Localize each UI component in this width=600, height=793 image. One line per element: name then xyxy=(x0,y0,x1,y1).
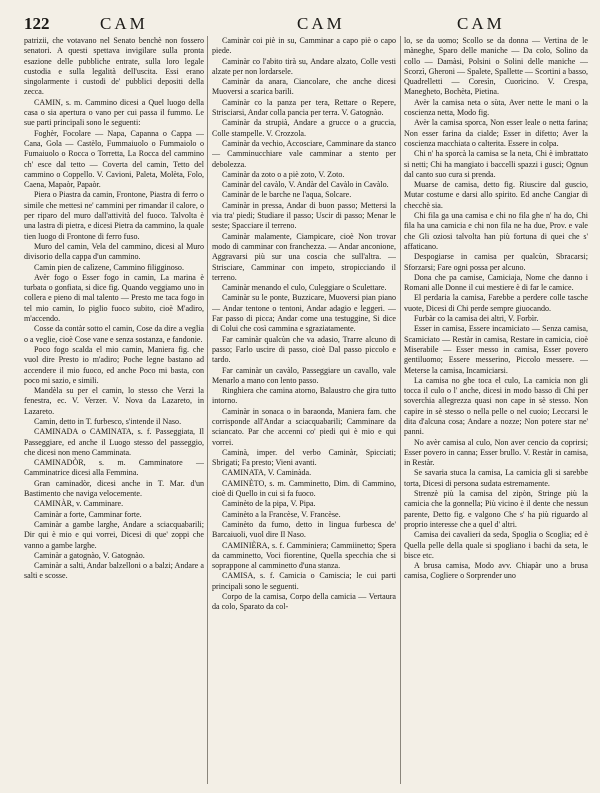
entry-paragraph: CAMINÀR, v. Camminare. xyxy=(34,499,124,509)
entry-paragraph: CAMINÈTO, s. m. Camminetto, Dim. di Cammino, cioè di Quello in cui si fa fuoco. xyxy=(212,478,396,499)
entry-paragraph: Caminàr co la panza per tera, Rettare o Repere, Strisciarsi, Andar colla pancia per terra. V. Gatognào. xyxy=(212,97,396,118)
entry-paragraph: Far caminàr un cavàlo, Passeggiare un cavallo, vale Menarlo a mano con lento passo. xyxy=(212,365,396,385)
entry-paragraph: Chi n' ha sporcà la camisa se la neta, Chi è imbrattato si netti; Chi ha mangiato i baccelli spazzi i gusci; Ognun dal canto suo cura si prenda. xyxy=(404,149,588,179)
text-column-left xyxy=(24,36,204,788)
entry-paragraph: Avèr la camisa neta o sùta, Aver nette le mani o la coscienza netta, Modo fig. xyxy=(404,97,588,118)
entry-paragraph: Despogiarse in camisa per qualcùn, Sbracarsi; Sforzarsi; Fare ogni possa per alcuno. xyxy=(404,252,588,272)
entry-paragraph: Caminèto a la Francèse, V. Francèse. xyxy=(222,509,341,519)
entry-paragraph: Strenzè più la camisa del zipòn, Stringe più la camicia che la gonnella; Più vicino è il dente che nessun parente, Detto fig. e valgono Che s' ha più riguardo al proprio interesse che a quel d' altri. xyxy=(404,489,588,529)
entry-paragraph: Caminàr coi piè in su, Camminar a capo piè o capo piede. xyxy=(212,36,396,56)
entry-paragraph: No avèr camisa al culo, Non aver cencio da coprirsi; Esser povero in canna; Esser brullo. V. Restàr in camisa, in Restàr. xyxy=(404,437,588,468)
column-divider xyxy=(400,36,401,784)
entry-paragraph: Chi fila ga una camisa e chi no fila ghe n' ha do, Chi fila ha una camicia e chi non fila ne ha due, Prov. e vale che Gli oziosi talvolta han più fortuna di quei che s' affaticano. xyxy=(404,211,588,251)
entry-paragraph: Caminàr a gambe larghe, Andare a sciacquabarili; Dir qui è mio e qui vorrei, Dicesi di que' zoppi che vanno a gambe larghe. xyxy=(24,519,204,550)
entry-paragraph: Esser in camisa, Essere incamiciato — Senza camisa, Scamiciato — Restàr in camisa, Restare in camicia, cioè Miserabile — Esser messo in camisa, Esser povero gentiluomo; Essere messerino, Piccolo messere. — Meterse la camisa, Incamiciarsi. xyxy=(404,324,588,375)
entry-paragraph: Caminàr malamente, Ciampicare, cioè Non trovar modo di camminar con franchezza. — Andar anconione, Aggravarsi più sur una coscia che sull'altra. — Strisciare, Camminar con impeto, stropicciando il terreno. xyxy=(212,231,396,282)
entry-paragraph: Ringhiera che camina atorno, Balaustro che gira tutto intorno. xyxy=(212,386,396,406)
entry-paragraph: CAMISA, s. f. Camicia o Camiscia; le cui parti principali sono le seguenti. xyxy=(212,571,396,591)
entry-paragraph: Caminàr co l'abito tirà su, Andare alzato, Colle vesti alzate per non lordarsele. xyxy=(212,56,396,76)
entry-paragraph: Corpo de la camisa, Corpo della camicia — Vertaura da colo, Sparato da col- xyxy=(212,592,396,612)
entry-paragraph: Caminàr a gatognào, V. Gatognào. xyxy=(34,550,145,560)
entry-paragraph: Piera o Piastra da camin, Frontone, Piastra di ferro o simile che mettesi ne' cammini per rimandar il calore, o per riparo del muro dall'attività del fuoco. Talvolta è una lastra di pietra, e dicesi Pietra da cammino, la quale tien luogo di Frontone di ferro fuso. xyxy=(24,190,204,241)
entry-paragraph: patrizii, che votavano nel Senato benchè non fossero senatori. A questi spettava invigilare sulla pronta esazione delle pubbliche entrate, sulla loro legale custodia e sulla legalità dell'uscita. Essi erano singolarmente i custodi de' pubblici depositi della zecca. xyxy=(24,36,204,97)
entry-paragraph: Furbàr co la camisa dei altri, V. Forbìr. xyxy=(414,314,539,324)
entry-paragraph: El perdaria la camisa, Farebbe a perdere colle tasche vuote, Dicesi di Chi perde sempre giuocando. xyxy=(404,293,588,313)
entry-paragraph: Caminàr menando el culo, Culeggiare o Sculettare. xyxy=(222,283,387,293)
entry-paragraph: Caminàr a salti, Andar balzelloni o a balzi; Andare a salti e scosse. xyxy=(24,561,204,581)
entry-paragraph: Mandèla su per el camin, lo stesso che Verzi la fenestra, ec. V. Verzer. V. Nova da Lazareto, in Lazareto. xyxy=(24,386,204,416)
entry-paragraph: CAMINADÒR, s. m. Camminatore — Camminatrice dicesi alla Femmina. xyxy=(24,458,204,478)
header-guide-word-center: CAM xyxy=(297,14,345,33)
entry-paragraph: Caminàr a forte, Camminar forte. xyxy=(34,509,142,519)
entry-paragraph: Caminàr da anara, Ciancolare, che anche dicesi Muoversi a scarica barili. xyxy=(212,77,396,97)
entry-paragraph: Poco fogo scalda el mio camin, Maniera fig. che vuol dire Presto io m'adiro; Poche legne bastano ad accendere il mio fuoco, ed anche Poco mi basta, con poco mi sazio, e simili. xyxy=(24,344,204,385)
page-number: 122 xyxy=(24,14,50,33)
entry-paragraph: Camin, detto in T. furbesco, s'intende il Naso. xyxy=(34,416,182,426)
entry-paragraph: Avèr fogo o Esser fogo in camin, La marina è turbata o gonfiata, si dice fig. Quando veggiamo uno in collera e pieno di mal talento — Presto me taca fogo in tel mio camin, Io piglio fuoco subito, cioè M'adiro, m'accendo. xyxy=(24,272,204,324)
entry-paragraph: Caminàr da zoto o a piè zoto, V. Zoto. xyxy=(222,169,345,179)
entry-paragraph: CAMINADA o CAMINATA, s. f. Passeggiata, Il Passeggiare, ed anche il Luogo stesso del passeggio, che dicesi non meno Camminata. xyxy=(24,427,204,457)
header-guide-word-left: CAM xyxy=(100,14,148,33)
entry-paragraph: Cosse da contàr sotto el camin, Cose da dire a veglia o a veglie, cioè Cose vane e senza sostanza, e fandonie. xyxy=(24,324,204,344)
entry-paragraph: CAMINATA, V. Caminàda. xyxy=(222,468,312,478)
entry-paragraph: Camin pien de calìzene, Cammino filigginoso. xyxy=(34,262,184,272)
entry-paragraph: Caminàr del cavàlo, V. Andàr del Cavàlo in Cavàlo. xyxy=(222,180,389,190)
entry-paragraph: lo, se da uomo; Scollo se da donna — Vertina de le màneghe, Sparo delle maniche — Da colo, Solino da collo — Damàsi, Polsini o Solini delle maniche — Scorzì, Gheroni — Spalete, Spallette — Scortini a basso, Quadrelletti — Coresìn, Cuoricino. V. Crespa, Manegheto, Bochèta, Pietina. xyxy=(404,36,588,97)
entry-paragraph: La camisa no ghe toca el culo, La camicia non gli tocca il culo o l' anche, dicesi in modo basso di Chi per soverchia allegrezza quasi non cape in sè stesso. Non capire in sè stesso o nella pelle o nel cuoio; Leccarsi le dita d'alcuna cosa; Andare a nozze; Non potere star ne' panni. xyxy=(404,375,588,437)
entry-paragraph: Gran caminadòr, dicesi anche in T. Mar. d'un Bastimento che naviga velocemente. xyxy=(24,478,204,499)
entry-paragraph: CAMIN, s. m. Cammino dicesi a Quel luogo della casa o sia apertura o vano per cui passa il fummo. Le sue parti principali sono le seguenti: xyxy=(24,97,204,128)
entry-paragraph: Caminà, imper. del verbo Caminàr, Spicciati; Sbrigati; Fa presto; Vieni avanti. xyxy=(212,447,396,468)
entry-paragraph: Caminàr da strupià, Andare a grucce o a gruccia, Colle stampelle. V. Crozzola. xyxy=(212,118,396,138)
text-column-middle xyxy=(212,36,396,788)
entry-paragraph: Avèr la camisa sporca, Non esser leale o netta farina; Non esser farina da cialde; Esser in difetto; Aver la coscienza macchiata o calterita. Essere in colpa. xyxy=(404,118,588,148)
entry-paragraph: Far caminàr qualcùn che va adasio, Trarre alcuno di passo; Farlo uscire di passo, cioè Dal passo piccolo e tardo. xyxy=(212,334,396,365)
entry-paragraph: Camisa dei cavalieri da seda, Spoglia o Scoglia; ed è Quella pelle della quale si spogliano i bachi da seta, le bisce etc. xyxy=(404,530,588,560)
entry-paragraph: A brusa camisa, Modo avv. Chiapàr uno a brusa camisa, Cogliere o Sorprender uno xyxy=(404,561,588,581)
column-divider xyxy=(207,36,208,784)
entry-paragraph: Caminàr in sonaca o in baraonda, Maniera fam. che corrisponde all'Andar a sciacquabarili; Camminare da sciancato. Par che accenni co' piedi qui è mio e qui vorrei. xyxy=(212,406,396,447)
entry-paragraph: Foghèr, Focolare — Napa, Capanna o Cappa — Cana, Gola — Castèlo, Fummaiuolo o Fummaiolo o Fumaiuolo o Rocca o Torretta, La Rocca del cammino ch' esce dal tetto — Coverta del camin, Tetto del cammino o Coppello. V. Cavioni, Paleta, Molèta, Folo, Caena, Mapaòr, Papaòr. xyxy=(24,128,204,190)
entry-paragraph: Caminèto da fumo, detto in lingua furbesca de' Barcaiuoli, vuol dire Il Naso. xyxy=(212,519,396,540)
entry-paragraph: Dona che pa camise, Camiciaja, Nome che danno i Romani alle Donne il cui mestiere è di far le camice. xyxy=(404,272,588,293)
running-header xyxy=(0,14,600,34)
entry-paragraph: Caminàr su le ponte, Buzzicare, Muoversi pian piano — Andar tentone o tentoni, Andar adagio e leggeri. — Far passo di picca; Andar come una testuggine, Si dice di Colui che così cammina e sgraziatamente. xyxy=(212,293,396,334)
entry-paragraph: Caminàr da vechio, Accosciare, Camminare da stanco — Camminucchiare vale camminar a stento per debolezza. xyxy=(212,138,396,169)
entry-paragraph: Caminàr de le barche ne l'aqua, Solcare. xyxy=(222,190,352,200)
entry-paragraph: Se savaria stuca la camisa, La camicia gli si sarebbe torta, Dicesi di persona sudata estremamente. xyxy=(404,468,588,488)
entry-paragraph: Muarse de camisa, detto fig. Riuscire dal guscio, Mutar costume e darsi allo spirito. Ed anche Cangiar di checchè sia. xyxy=(404,180,588,210)
text-column-right xyxy=(404,36,588,788)
entry-paragraph: Caminàr in pressa, Andar di buon passo; Mettersi la via tra' piedi; Studiare il passo; Uscir di passo; Menar le seste; Spacciare il terreno. xyxy=(212,200,396,231)
entry-paragraph: CAMINIÈRA, s. f. Camminiera; Cammiinetto; Spera da camminetto, Voci fiorentine, Quella specchia che si soprappone al camminetto d'una stanza. xyxy=(212,540,396,571)
header-guide-word-right: CAM xyxy=(457,14,505,33)
entry-paragraph: Muro del camin, Vela del cammino, dicesi al Muro divisorio della cappa d'un cammino. xyxy=(24,241,204,262)
entry-paragraph: Caminèto de la pipa, V. Pipa. xyxy=(222,499,316,509)
